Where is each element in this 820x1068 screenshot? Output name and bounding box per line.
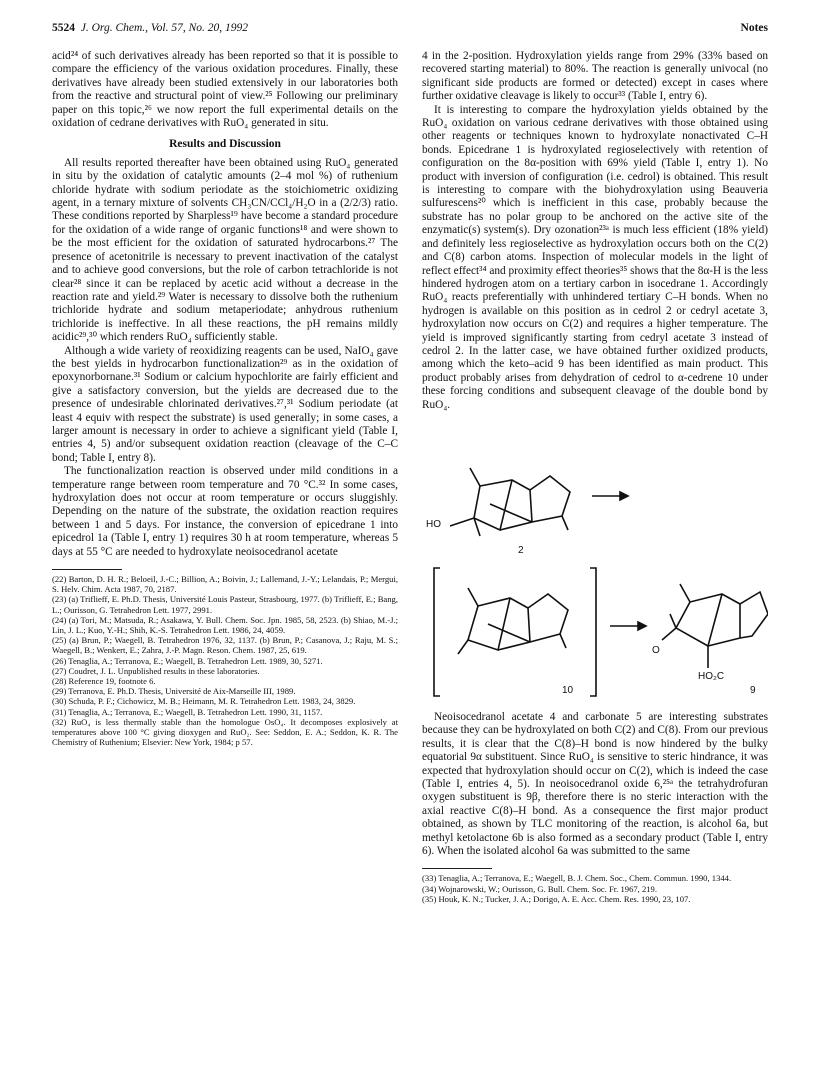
footnote: (28) Reference 19, footnote 6.	[52, 676, 156, 687]
footnote: (35) Houk, K. N.; Tucker, J. A.; Dorigo, A. E. Acc. Chem. Res. 1990, 23, 107.	[422, 893, 691, 904]
structure-9	[662, 584, 768, 668]
footnote: (34) Wojnarowski, W.; Ourisson, G. Bull. Chem. Soc. Fr. 1967, 219.	[422, 883, 658, 894]
footnote-divider	[52, 569, 122, 570]
footnote-divider	[422, 868, 492, 869]
footnotes	[52, 574, 398, 747]
footnote: (32) RuO₄ is less thermally stable than the homologue OsO₄. It decomposes explosively at temperatures above 100 °C giving dioxygen and RuO₂. See: Seddon, E. A.; Seddon, K. R. The Chemistry of Ruthenium; Elsevier: New York, 1984; p 57.	[52, 716, 398, 748]
paragraph: Neoisocedranol acetate 4 and carbonate 5 are interesting substrates because they can be hydroxylated on both C(2) and C(8). From our previous results, it is clear that the C(8)–H bond is now hindered by the bulky equatorial 9α substituent. Since RuO₄ is sensitive to steric hindrance, it was expected that hydroxylation should occur on C(2), which is indeed the case (Table I, entries 4, 5). In neoisocedranol oxide 6,²⁵ᵃ the tetrahydrofuran oxygen substituent is 9β, therefore there is no steric interaction with the axial reactive C(8)–H bond. As a consequence the first major product obtained, as shown by TLC monitoring of the reaction, is alcohol 6a, but methyl ketolactone 6b is also formed as a secondary product (Table I, entry 6). When the isolated alcohol 6a was submitted to the same	[422, 710, 768, 858]
compound-number: 10	[562, 684, 574, 696]
footnotes	[422, 873, 768, 904]
page-header	[52, 22, 768, 38]
substituent-label: HO₂C	[698, 670, 725, 682]
compound-number: 9	[750, 684, 756, 696]
compound-number: 2	[518, 544, 524, 556]
footnote: (25) (a) Brun, P.; Waegell, B. Tetrahedron 1976, 32, 1137. (b) Brun, P.; Casanova, J.; Raju, M. S.; Waegell, B.; Wenkert, E.; Zahra, J.-P. Magn. Reson. Chem. 1987, 25, 619.	[52, 635, 398, 656]
substituent-label: O	[652, 644, 660, 656]
paragraph: It is interesting to compare the hydroxylation yields obtained by the RuO₄ oxidation on various cedrane derivatives with those obtained using other reagents or techniques known to hydroxylate nonactivated C–H bonds. Epicedrane 1 is hydroxylated regioselectively with retention of configuration on the 8α-position with 69% yield (Table I, entry 1). No product with inversion of configuration (i.e. cedrol) is obtained. This result is interesting to compare with the biohydroxylation using Beauveria sulfurescens²⁰ which is inefficient in this case, probably because the substrate has no polar group to be anchored on the active site of the enzymatic(s) system(s). Dry ozonation²³ᵃ is much less efficient (18% yield) and definitely less regioselective as hydroxylation occurs both on the C(2) and C(8) carbon atoms. Inspection of molecular models in the light of reflect effect³⁴ and proximity effect theories³⁵ shows that the 8α-H is the less hindered hydrogen atom on a tertiary carbon in isocedrane 1. Accordingly RuO₄ reacts preferentially with unhindered tertiary C–H bonds. When no hydrogen is available on this position as in cedrol 2 or cedryl acetate 3, hydroxylation now occurs on C(2) and requires a higher temperature. The yield is improved significantly starting from cedryl acetate 3 instead of cedrol 2. In the latter case, we have obtained further oxidized products, among which the keto–acid 9 has been identified as main product. This product probably arises from dehydration of cedrol to α-cedrene 10 under these forcing conditions and subsequent cleavage of the double bond by RuO₄.	[422, 103, 768, 411]
reaction-scheme	[422, 418, 768, 703]
footnote: (29) Terranova, E. Ph.D. Thesis, Université de Aix-Marseille III, 1989.	[52, 686, 296, 697]
structure-2	[450, 468, 570, 536]
section-heading: Results and Discussion	[169, 138, 281, 151]
footnote: (30) Schuda, P. F.; Cichowicz, M. B.; Heimann, M. R. Tetrahedron Lett. 1983, 24, 3829.	[52, 696, 356, 707]
chemical-structures	[422, 418, 768, 703]
journal-citation: 5524 J. Org. Chem., Vol. 57, No. 20, 1992	[52, 22, 249, 34]
paragraph: acid²⁴ of such derivatives already has been reported so that it is possible to compare the efficiency of the various oxidation procedures. Finally, these derivatives have already been studied extensively in our laboratories both from the reactive and structural point of view.²⁵ Following our preliminary paper on this topic,²⁶ we now report the full experimental details on the oxidation of cedrane derivatives with RuO₄ generated in situ.	[52, 50, 398, 130]
left-column	[52, 50, 398, 747]
section-label: Notes	[740, 22, 768, 34]
right-column	[422, 50, 768, 904]
footnote: (26) Tenaglia, A.; Terranova, E.; Waegell, B. Tetrahedron Lett. 1989, 30, 5271.	[52, 655, 323, 666]
footnote: (24) (a) Tori, M.; Matsuda, R.; Asakawa, Y. Bull. Chem. Soc. Jpn. 1985, 58, 2523. (b) Shiao, M.-J.; Lin, J. L.; Kuo, Y.-H.; Shih, K.-S. Tetrahedron Lett. 1986, 24, 4059.	[52, 614, 398, 636]
structure-10	[458, 588, 568, 654]
substituent-label: HO	[426, 518, 441, 530]
footnote: (22) Barton, D. H. R.; Beloeil, J.-C.; Billion, A.; Boivin, J.; Lallemand, J.-Y.; Lelandais, P.; Mergui, S. Helv. Chim. Acta 1987, 70, 2187.	[52, 574, 398, 595]
footnote: (33) Tenaglia, A.; Terranova, E.; Waegell, B. J. Chem. Soc., Chem. Commun. 1990, 1344.	[422, 873, 732, 884]
paragraph: All results reported thereafter have been obtained using RuO₄ generated in situ by the oxidation of catalytic amounts (2–4 mol %) of ruthenium chloride hydrate with sodium periodate as the stoichiometric oxidizing agent, in a ternary mixture of solvents CH₃CN/CCl₄/H₂O in a (2/2/3) ratio. These conditions reported by Sharpless¹⁹ have become a standard procedure for the oxidation of a wide range of organic functions¹⁸ and were shown to be the most efficient for the oxidation of saturated hydrocarbons.²⁷ The presence of acetonitrile is necessary to prevent inactivation of the catalyst and to achieve good conversions, but the role of carbon tetrachloride is not clear²⁸ since it can be replaced by acetic acid without a decrease in the reaction rate and yield.²⁹ Water is necessary to dissolve both the ruthenium trichloride hydrate and sodium metaperiodate; anhydrous ruthenium trichloride is ineffective. In all these reactions, the pH remains mildly acidic²⁹,³⁰ which renders RuO₄ sufficiently stable.	[52, 156, 398, 344]
paragraph: The functionalization reaction is observed under mild conditions in a temperature range between room temperature and 70 °C.³² In some cases, hydroxylation does not occur at room temperature or occurs sluggishly. Depending on the nature of the substrate, the oxidation reaction requires between 1 and 5 days. For instance, the conversion of epicedrane 1 into epicedrol 1a (Table I, entry 1) requires 30 h at room temperature, whereas 5 days at 55 °C are needed to hydroxylate neoisocedranol acetate	[52, 465, 398, 558]
footnote: (23) (a) Triflieff, E. Ph.D. Thesis, Université Louis Pasteur, Strasbourg, 1977. (b) Triflieff, E.; Bang, L.; Ourisson, G. Tetrahedron Lett. 1977, 2991.	[52, 594, 398, 615]
footnote: (27) Coudret, J. L. Unpublished results in these laboratories.	[52, 665, 260, 676]
paragraph: 4 in the 2-position. Hydroxylation yields range from 29% (33% based on recovered starting material) to 80%. The reaction is generally univocal (no significant side products are formed or detected) except in cases where further oxidative cleavage is likely to occur³³ (Table I, entry 6).	[422, 50, 768, 103]
footnote: (31) Tenaglia, A.; Terranova, E.; Waegell, B. Tetrahedron Lett. 1990, 31, 1157.	[52, 706, 323, 717]
paragraph: Although a wide variety of reoxidizing reagents can be used, NaIO₄ gave the best yields in hydrocarbon functionalization²⁹ as in the oxidation of epoxynorbornane.³¹ Sodium or calcium hypochlorite are fairly efficient and give a satisfactory conversion, but the yields are decreased due to the presence of undesirable chlorinated derivatives.²⁷,³¹ Sodium periodate (at least 4 equiv with respect the substrate) is used generally; in some cases, a larger amount is necessary in order to achieve a significant yield (Table I, entries 4, 5) and/or subsequent oxidation reaction (cleavage of the C–C bond; Table I, entry 8).	[52, 344, 398, 464]
